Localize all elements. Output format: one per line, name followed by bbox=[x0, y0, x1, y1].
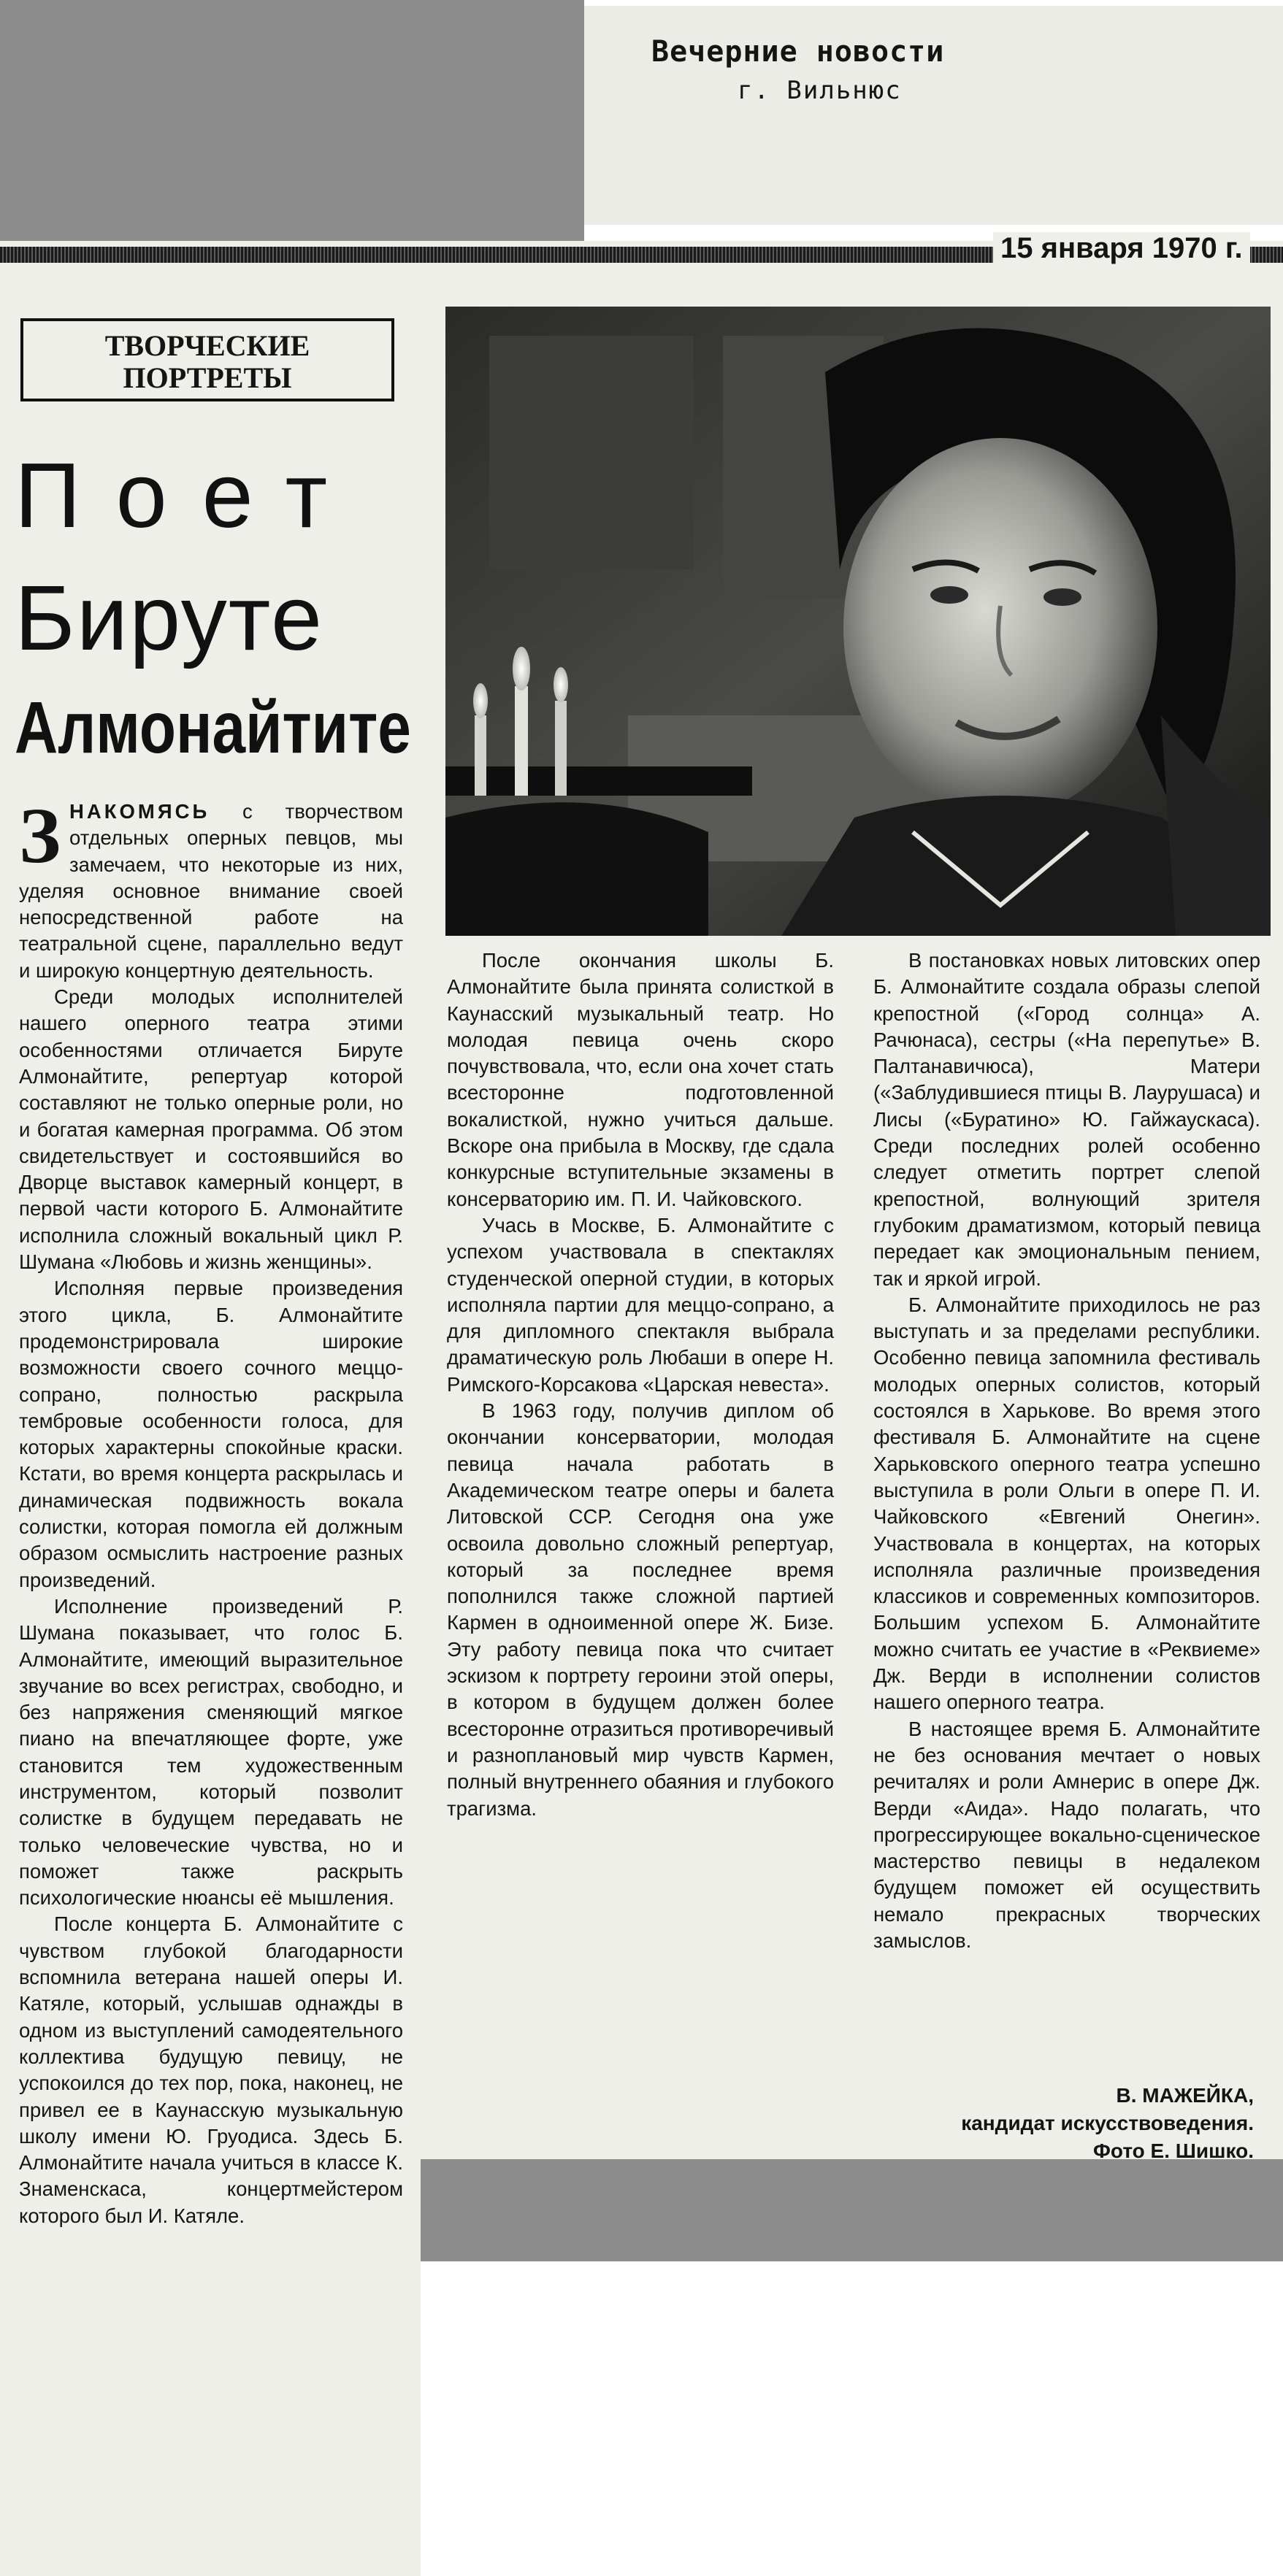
article-column-2 bbox=[447, 947, 834, 1822]
article-paragraph: Б. Алмонайтите приходилось не раз выступать и за пределами республики. Особенно певица запомнила фестиваль молодых оперных солистов, который состоялся в Харькове. Во время этого фестиваля Б. Алмонайтите на сцене Харьковского оперного театра успешно выступила в роли Ольги в опере П. И. Чайковского «Евгений Онегин». Участвовала в концертах, на которых исполняла различные произведения классиков и современных композиторов. Большим успехом Б. Алмонайтите можно считать ее участие в «Реквиеме» Дж. Верди в исполнении солистов нашего оперного театра. bbox=[873, 1293, 1260, 1714]
drop-cap: З bbox=[19, 793, 61, 880]
newspaper-stamp bbox=[584, 6, 1283, 225]
scan-background-top bbox=[0, 0, 584, 241]
stamp-city: г. Вильнюс bbox=[738, 76, 902, 105]
issue-date: 15 января 1970 г. bbox=[993, 232, 1250, 265]
rubric-line-1: ТВОРЧЕСКИЕ bbox=[104, 329, 310, 362]
singer-photo bbox=[445, 307, 1271, 936]
headline-line-3: Алмонайтите bbox=[15, 687, 411, 769]
article-paragraph: Учась в Москве, Б. Алмонайтите с успехом участвовала в спектаклях студенческой оперной студии, в которых исполняла партии для меццо-сопрано, а для дипломного спектакля выбрала драматическую роль Любаши в опере Н. Римского-Корсакова «Царская невеста». bbox=[447, 1213, 834, 1396]
article-paragraph: В 1963 году, получив диплом об окончании консерватории, молодая певица начала работать в Академическом театре оперы и балета Литовской ССР. Сегодня она уже освоила довольно сложный репертуар, который за последнее время пополнился также сложной партией Кармен в одноименной опере Ж. Бизе. Эту работу певица пока что считает эскизом к портрету героини этой оперы, в котором в будущем должен более всесторонне отразиться противоречивый и разноплановый мир чувств Кармен, полный внутреннего обаяния и глубокого трагизма. bbox=[447, 1399, 834, 1820]
photo-credit: Фото Е. Шишко. bbox=[1093, 2139, 1254, 2162]
article-paragraph: В постановках новых литовских опер Б. Алмонайтите создала образы слепой крепостной («Город солнца» А. Рачюнаса), сестры («На перепутье» В. Палтанавичюса), Матери («Заблудившиеся птицы В. Лаурушаса) и Лисы («Буратино» Ю. Гайжаускаса). Среди последних ролей особенно следует отметить портрет слепой крепостной, волнующий зрителя глубоким драматизмом, который певица передает как эмоциональным пением, так и яркой игрой. bbox=[873, 949, 1260, 1290]
article-lead-paragraph bbox=[19, 793, 403, 984]
article-column-1 bbox=[19, 793, 403, 2229]
article-paragraph: Исполняя первые произведения этого цикла, Б. Алмонайтите продемонстрировала широкие возможности своего сочного меццо-сопрано, полностью раскрыла тембровые особенности голоса, для которых характерны спокойные краски. Кстати, во время концерта раскрылась и динамическая подвижность вокала солистки, которая помогла ей должным образом осмыслить настроение разных произведений. bbox=[19, 1277, 403, 1591]
article-paragraph: После окончания школы Б. Алмонайтите была принята солисткой в Каунасский музыкальный театр. Но молодая певица очень скоро почувствовала, что, если она хочет стать всесторонне подготовленной вокалисткой, нужно учиться дальше. Вскоре она прибыла в Москву, где сдала конкурсные вступительные экзамены в консерваторию им. П. И. Чайковского. bbox=[447, 949, 834, 1210]
author-name: В. МАЖЕЙКА, bbox=[1116, 2084, 1254, 2107]
rubric-box bbox=[20, 318, 394, 401]
article-paragraph: После концерта Б. Алмонайтите с чувством глубокой благодарности вспомнила ветерана нашей оперы И. Катяле, который, услышав однажды в одном из выступлений самодеятельного коллектива будущую певицу, не успокоился до тех пор, пока, наконец, не привел ее в Каунасскую музыкальную школу имени Ю. Груодиса. Здесь Б. Алмонайтите начала учиться в классе К. Знаменскаса, концертмейстером которого был И. Катяле. bbox=[19, 1912, 403, 2227]
article-paragraph: В настоящее время Б. Алмонайтите не без основания мечтает о новых речиталях и роли Амнерис в опере Дж. Верди «Аида». Надо полагать, что прогрессирующее вокально-сценическое мастерство певицы в недалеком будущем поможет ей осуществить немало прекрасных творческих замыслов. bbox=[873, 1717, 1260, 1952]
headline-line-2: Бируте bbox=[15, 566, 324, 669]
author-signature bbox=[961, 2082, 1254, 2165]
singer-photo-illustration bbox=[445, 307, 1271, 936]
rubric-line-2: ПОРТРЕТЫ bbox=[123, 361, 292, 394]
lead-caps: НАКОМЯСЬ bbox=[69, 800, 210, 823]
article-paragraph: Среди молодых исполнителей нашего оперного театра этими особенностями отличается Бируте Алмонайтите, репертуар которой составляют не только оперные роли, но и богатая камерная программа. Об этом свидетельствует и состоявшийся во Дворце выставок камерный концерт, в первой части которого Б. Алмонайтите исполнила сложный вокальный цикл Р. Шумана «Любовь и жизнь женщины». bbox=[19, 985, 403, 1274]
article-column-3 bbox=[873, 947, 1260, 1954]
stamp-newspaper-name: Вечерние новости bbox=[651, 35, 945, 69]
headline-line-1: Поет bbox=[15, 444, 363, 547]
scan-background-bottom bbox=[421, 2159, 1283, 2261]
lead-rest: с творчеством отдельных оперных певцов, мы замечаем, что некоторые из них, уделяя основное внимание своей непосредственной работе на театральной сцене, параллельно ведут и широкую концертную деятельность. bbox=[19, 800, 403, 982]
article-paragraph: Исполнение произведений Р. Шумана показывает, что голос Б. Алмонайтите, имеющий выразительное звучание во всех регистрах, свободно, и без напряжения сменяющий мягкое пиано на впечатляющее форте, уже становится тем художественным инструментом, который позволит солистке в будущем передавать не только человеческие чувства, но и поможет также раскрыть психологические нюансы её мышления. bbox=[19, 1594, 403, 1910]
author-title: кандидат искусствоведения. bbox=[961, 2112, 1254, 2134]
